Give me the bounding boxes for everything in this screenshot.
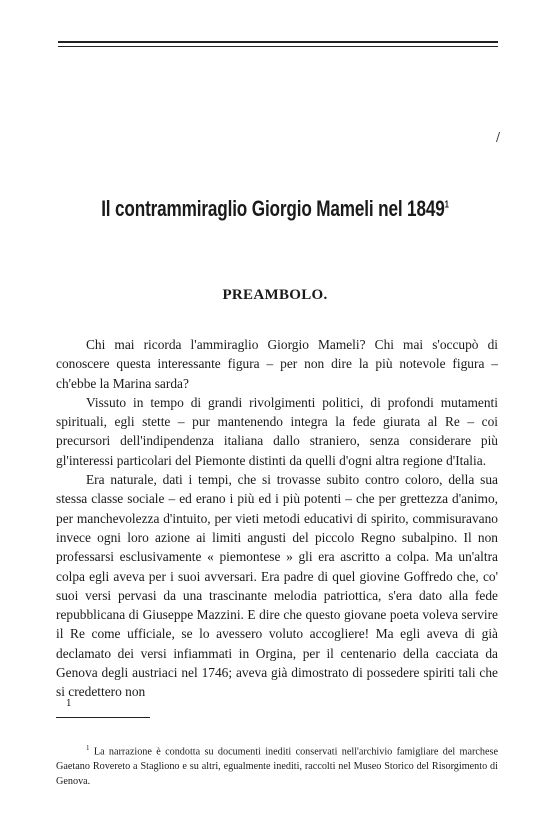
body-text [56,335,498,702]
header-rule-thick [58,41,498,43]
paragraph: Chi mai ricorda l'ammiraglio Giorgio Mameli? Chi mai s'occupò di conoscere questa interessante figura – per non dire la più notevole figura – ch'ebbe la Marina sarda? [56,337,498,391]
section-heading: PREAMBOLO. [222,287,328,303]
page-note-mark: 1 [66,699,72,709]
footnote-number: 1 [86,744,90,752]
chapter-title-text: Il contrammiraglio Giorgio Mameli nel 1849 [101,196,445,221]
title-footnote-ref: 1 [444,199,449,211]
footnote [56,741,498,789]
stray-mark: / [496,130,501,144]
footnote-text: La narrazione è condotta su documenti inediti conservati nell'archivio famigliare del marchese Gaetano Rovereto a Stagliono e su altri, egualmente inediti, raccolti nel Museo Storico del Risorgimento di Genova. [56,746,499,788]
paragraph: Era naturale, dati i tempi, che si trovasse subito contro coloro, della sua stessa classe sociale – ed erano i più ed i più potenti – che per grettezza d'animo, per manchevolezza d'intuito, per vieti metodi educativi di spirito, commisuravano invece ogni loro azione ai limiti angusti del piccolo Regno subalpino. Il non professarsi esclusivamente « piemontese » gli era ascritto a colpa. Ma un'altra colpa egli aveva per i suoi avversari. Era padre di quel giovine Goffredo che, co' suoi versi pervasi da una trascinante melodia patriottica, s'era dato alla fede repubblicana di Giuseppe Mazzini. E dire che questo giovane poeta voleva servire il Re come ufficiale, se lo avessero voluto accogliere! Ma egli aveva di già declamato dei versi infiammati in Orgina, per il centenario della cacciata da Genova degli austriaci nel 1746; aveva già dimostrato di possedere spiriti tali che si credettero non [56,472,498,700]
chapter-title [61,196,490,222]
footnote-rule [56,717,150,718]
paragraph: Vissuto in tempo di grandi rivolgimenti politici, di profondi mutamenti spirituali, egli stette – pur mantenendo integra la fede giurata al Re – coi precursori dell'indipendenza italiana dallo straniero, senza considerare più gl'interessi particolari del Piemonte distinti da quelli d'ogni altra regione d'Italia. [56,394,498,468]
header-rule-thin [58,46,498,47]
